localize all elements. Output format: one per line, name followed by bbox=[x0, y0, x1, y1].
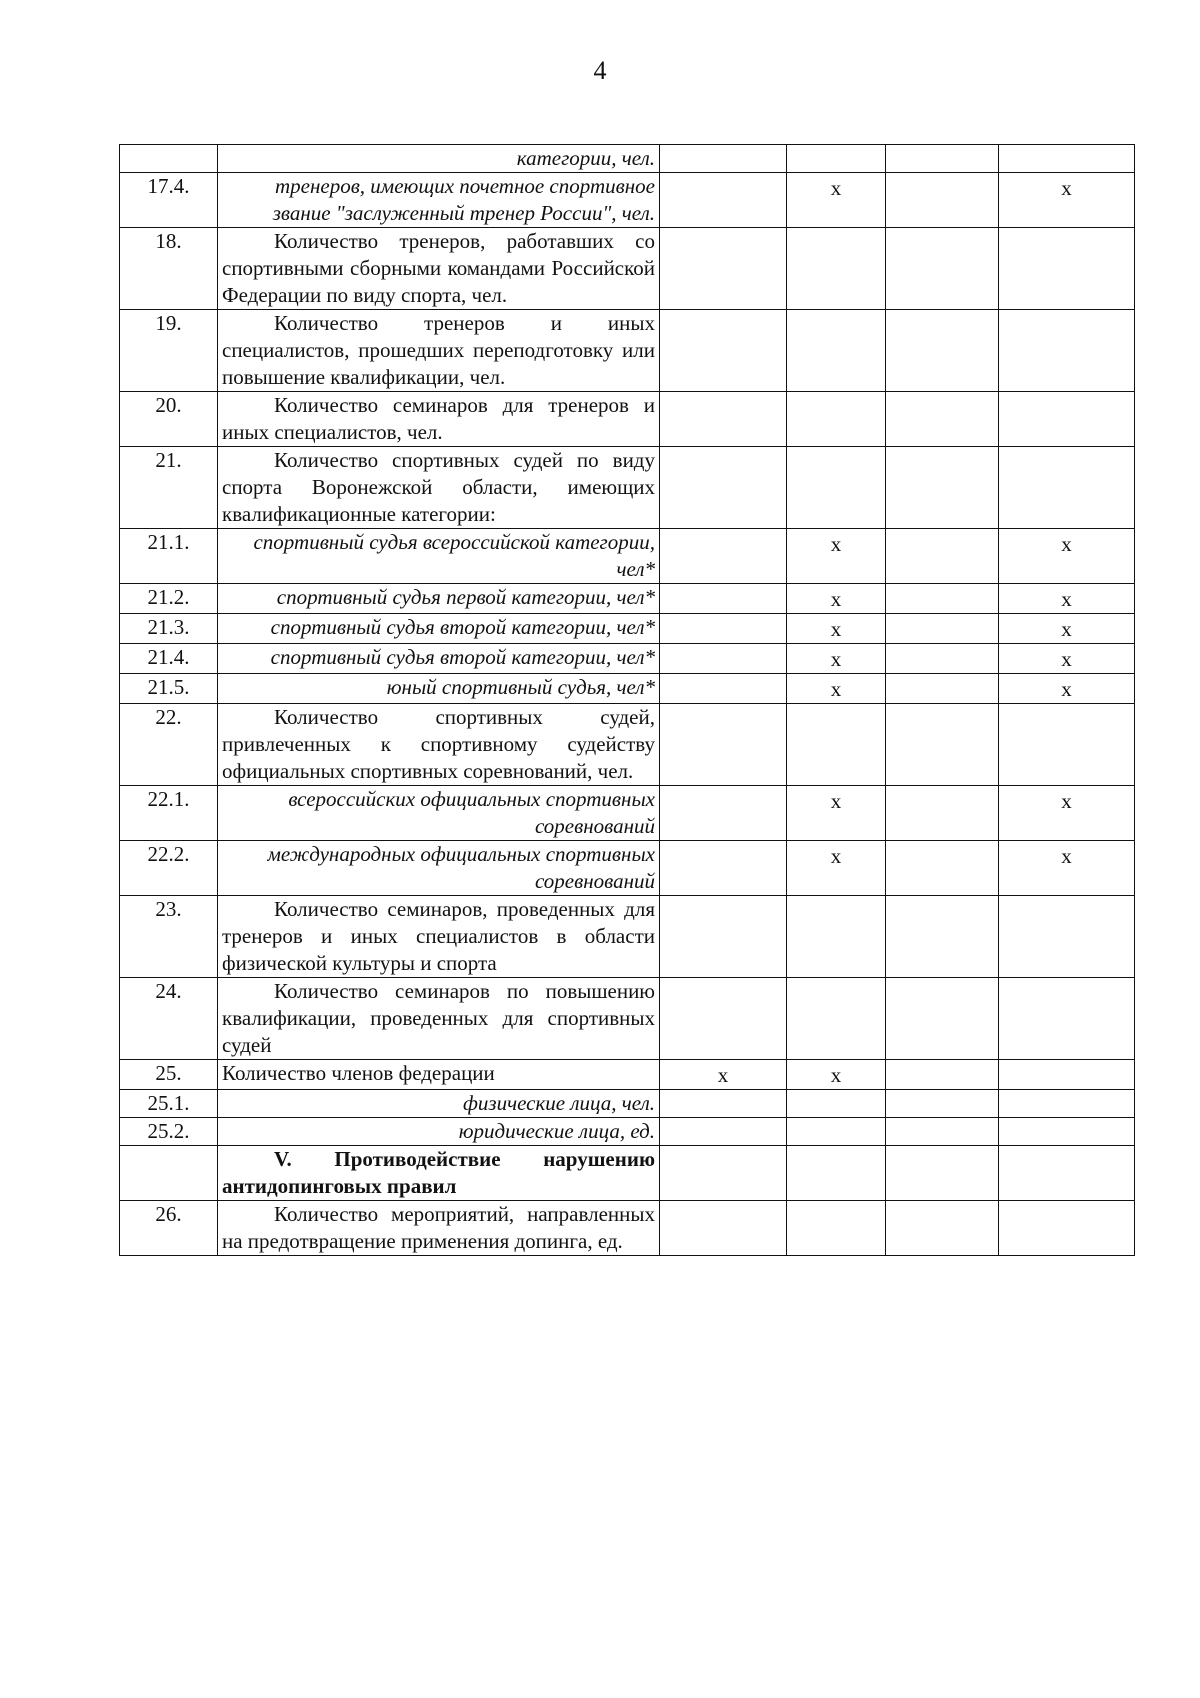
value-cell bbox=[660, 447, 787, 529]
value-cell bbox=[660, 704, 787, 786]
value-cell bbox=[999, 1146, 1135, 1201]
row-number: 24. bbox=[120, 978, 218, 1060]
value-cell bbox=[999, 841, 1135, 896]
value-cell bbox=[999, 529, 1135, 584]
row-description-text: V. Противодействие нарушению антидопинговых правил bbox=[222, 1147, 655, 1198]
value-mark: x bbox=[830, 844, 842, 868]
row-description-text: физические лица, чел. bbox=[462, 1091, 655, 1115]
value-cell bbox=[999, 1118, 1135, 1146]
value-cell bbox=[886, 310, 999, 392]
value-cell bbox=[999, 704, 1135, 786]
value-cell bbox=[886, 674, 999, 704]
value-cell bbox=[660, 173, 787, 228]
value-cell bbox=[999, 1090, 1135, 1118]
row-description bbox=[218, 529, 660, 584]
value-cell bbox=[886, 786, 999, 841]
report-table bbox=[119, 144, 1135, 1256]
value-cell bbox=[660, 584, 787, 614]
value-mark: x bbox=[1061, 532, 1072, 556]
value-cell bbox=[660, 841, 787, 896]
row-number: 26. bbox=[120, 1201, 218, 1256]
value-mark: x bbox=[830, 587, 842, 611]
row-description-text: Количество спортивных судей по виду спорта Воронежской области, имеющих квалификационные категории: bbox=[222, 448, 655, 526]
value-cell bbox=[787, 584, 886, 614]
value-cell bbox=[660, 529, 787, 584]
table-row bbox=[120, 310, 1135, 392]
value-mark: x bbox=[1061, 176, 1072, 200]
value-cell bbox=[660, 1118, 787, 1146]
row-description bbox=[218, 1060, 660, 1090]
value-cell bbox=[886, 1201, 999, 1256]
value-cell bbox=[660, 1060, 787, 1090]
value-cell bbox=[660, 674, 787, 704]
row-number: 25.1. bbox=[120, 1090, 218, 1118]
value-cell bbox=[886, 529, 999, 584]
page-number: 4 bbox=[593, 56, 607, 85]
value-cell bbox=[886, 447, 999, 529]
row-number: 25.2. bbox=[120, 1118, 218, 1146]
row-number: 21.3. bbox=[120, 614, 218, 644]
value-mark: x bbox=[830, 1063, 842, 1087]
row-description-text: всероссийских официальных спортивных соревнований bbox=[288, 787, 655, 838]
value-cell bbox=[999, 173, 1135, 228]
value-cell bbox=[999, 614, 1135, 644]
table-row bbox=[120, 704, 1135, 786]
row-number bbox=[120, 145, 218, 173]
value-cell bbox=[999, 145, 1135, 173]
table-row bbox=[120, 447, 1135, 529]
value-cell bbox=[999, 1201, 1135, 1256]
row-description bbox=[218, 1118, 660, 1146]
row-number: 25. bbox=[120, 1060, 218, 1090]
table-row bbox=[120, 392, 1135, 447]
value-mark: x bbox=[1061, 587, 1072, 611]
table-row bbox=[120, 1060, 1135, 1090]
value-mark: x bbox=[830, 789, 842, 813]
table-row bbox=[120, 584, 1135, 614]
row-description bbox=[218, 447, 660, 529]
value-cell bbox=[999, 447, 1135, 529]
value-cell bbox=[886, 392, 999, 447]
value-cell bbox=[787, 841, 886, 896]
row-description-text: тренеров, имеющих почетное спортивное звание "заслуженный тренер России", чел. bbox=[272, 174, 655, 225]
table-row bbox=[120, 228, 1135, 310]
row-number: 21. bbox=[120, 447, 218, 529]
value-mark: x bbox=[830, 532, 842, 556]
row-description-text: спортивный судья всероссийской категории, чел* bbox=[253, 530, 655, 581]
row-description bbox=[218, 896, 660, 978]
value-mark: x bbox=[1061, 677, 1072, 701]
value-cell bbox=[787, 310, 886, 392]
value-cell bbox=[787, 1090, 886, 1118]
row-description-text: Количество семинаров для тренеров и иных специалистов, чел. bbox=[222, 393, 655, 444]
value-cell bbox=[787, 1146, 886, 1201]
value-mark: x bbox=[830, 617, 842, 641]
table-row bbox=[120, 978, 1135, 1060]
value-mark: x bbox=[830, 647, 842, 671]
value-cell bbox=[999, 584, 1135, 614]
value-cell bbox=[886, 841, 999, 896]
value-cell bbox=[886, 1090, 999, 1118]
row-number: 20. bbox=[120, 392, 218, 447]
row-description bbox=[218, 584, 660, 614]
value-cell bbox=[787, 1060, 886, 1090]
row-description bbox=[218, 614, 660, 644]
value-cell bbox=[999, 674, 1135, 704]
value-cell bbox=[886, 1146, 999, 1201]
value-cell bbox=[886, 978, 999, 1060]
row-description bbox=[218, 674, 660, 704]
value-cell bbox=[787, 529, 886, 584]
row-number: 22.2. bbox=[120, 841, 218, 896]
value-cell bbox=[787, 173, 886, 228]
value-cell bbox=[886, 584, 999, 614]
row-description-text: юный спортивный судья, чел* bbox=[386, 675, 655, 699]
row-description-text: Количество тренеров, работавших со спортивными сборными командами Российской Федерации по виду спорта, чел. bbox=[222, 229, 655, 307]
row-description bbox=[218, 704, 660, 786]
row-description-text: спортивный судья второй категории, чел* bbox=[270, 645, 655, 669]
value-cell bbox=[886, 1118, 999, 1146]
row-description-text: Количество семинаров по повышению квалификации, проведенных для спортивных судей bbox=[222, 979, 655, 1057]
value-cell bbox=[660, 644, 787, 674]
table-row bbox=[120, 1118, 1135, 1146]
row-number: 21.5. bbox=[120, 674, 218, 704]
value-cell bbox=[660, 786, 787, 841]
row-description bbox=[218, 1146, 660, 1201]
row-number: 19. bbox=[120, 310, 218, 392]
value-cell bbox=[886, 173, 999, 228]
row-description-text: спортивный судья второй категории, чел* bbox=[270, 615, 655, 639]
table-row bbox=[120, 1201, 1135, 1256]
value-cell bbox=[886, 704, 999, 786]
table-row bbox=[120, 786, 1135, 841]
value-cell bbox=[787, 786, 886, 841]
table-row bbox=[120, 1146, 1135, 1201]
value-cell bbox=[660, 1201, 787, 1256]
value-cell bbox=[787, 674, 886, 704]
table-row bbox=[120, 614, 1135, 644]
value-cell bbox=[886, 896, 999, 978]
value-cell bbox=[660, 978, 787, 1060]
value-cell bbox=[999, 310, 1135, 392]
value-cell bbox=[787, 145, 886, 173]
row-description-text: спортивный судья первой категории, чел* bbox=[276, 585, 655, 609]
value-cell bbox=[787, 614, 886, 644]
row-description-text: юридические лица, ед. bbox=[458, 1119, 655, 1143]
value-cell bbox=[787, 447, 886, 529]
row-description bbox=[218, 173, 660, 228]
value-cell bbox=[886, 644, 999, 674]
value-cell bbox=[787, 704, 886, 786]
row-description bbox=[218, 978, 660, 1060]
value-cell bbox=[999, 392, 1135, 447]
value-cell bbox=[660, 1090, 787, 1118]
row-number: 23. bbox=[120, 896, 218, 978]
value-cell bbox=[999, 786, 1135, 841]
row-description-text: Количество семинаров, проведенных для тренеров и иных специалистов в области физической культуры и спорта bbox=[222, 897, 655, 975]
value-cell bbox=[886, 228, 999, 310]
row-description bbox=[218, 145, 660, 173]
value-cell bbox=[886, 1060, 999, 1090]
value-cell bbox=[787, 644, 886, 674]
value-cell bbox=[660, 228, 787, 310]
report-table-body bbox=[120, 145, 1135, 1256]
value-cell bbox=[660, 1146, 787, 1201]
row-number bbox=[120, 1146, 218, 1201]
table-row bbox=[120, 644, 1135, 674]
row-number: 22. bbox=[120, 704, 218, 786]
row-description bbox=[218, 392, 660, 447]
table-row bbox=[120, 841, 1135, 896]
table-row bbox=[120, 145, 1135, 173]
row-number: 21.1. bbox=[120, 529, 218, 584]
value-cell bbox=[660, 614, 787, 644]
row-description-text: Количество мероприятий, направленных на предотвращение применения допинга, ед. bbox=[222, 1202, 655, 1253]
row-description bbox=[218, 310, 660, 392]
row-number: 17.4. bbox=[120, 173, 218, 228]
table-row bbox=[120, 173, 1135, 228]
value-cell bbox=[787, 978, 886, 1060]
row-description bbox=[218, 841, 660, 896]
value-cell bbox=[999, 1060, 1135, 1090]
value-cell bbox=[787, 1201, 886, 1256]
value-cell bbox=[787, 392, 886, 447]
value-cell bbox=[660, 392, 787, 447]
row-description bbox=[218, 644, 660, 674]
value-cell bbox=[660, 896, 787, 978]
row-description bbox=[218, 786, 660, 841]
row-description-text: Количество спортивных судей, привлеченных к спортивному судейству официальных спортивных соревнований, чел. bbox=[222, 705, 655, 783]
value-cell bbox=[787, 1118, 886, 1146]
value-cell bbox=[999, 228, 1135, 310]
value-cell bbox=[660, 310, 787, 392]
value-mark: x bbox=[1061, 617, 1072, 641]
row-description bbox=[218, 1201, 660, 1256]
row-description-text: Количество членов федерации bbox=[222, 1061, 495, 1085]
value-cell bbox=[999, 978, 1135, 1060]
row-description-text: категории, чел. bbox=[516, 146, 655, 170]
table-row bbox=[120, 896, 1135, 978]
value-cell bbox=[999, 644, 1135, 674]
value-cell bbox=[787, 896, 886, 978]
value-cell bbox=[886, 614, 999, 644]
row-description bbox=[218, 228, 660, 310]
row-number: 18. bbox=[120, 228, 218, 310]
table-row bbox=[120, 529, 1135, 584]
table-row bbox=[120, 674, 1135, 704]
value-mark: x bbox=[830, 176, 842, 200]
row-number: 21.2. bbox=[120, 584, 218, 614]
row-description bbox=[218, 1090, 660, 1118]
value-cell bbox=[660, 145, 787, 173]
row-number: 21.4. bbox=[120, 644, 218, 674]
row-description-text: Количество тренеров и иных специалистов, прошедших переподготовку или повышение квалификации, чел. bbox=[222, 311, 655, 389]
value-cell bbox=[999, 896, 1135, 978]
value-mark: x bbox=[1061, 647, 1072, 671]
table-row bbox=[120, 1090, 1135, 1118]
value-mark: x bbox=[1061, 789, 1072, 813]
value-mark: x bbox=[717, 1063, 729, 1087]
value-cell bbox=[886, 145, 999, 173]
row-number: 22.1. bbox=[120, 786, 218, 841]
value-mark: x bbox=[830, 677, 842, 701]
row-description-text: международных официальных спортивных соревнований bbox=[267, 842, 655, 893]
value-mark: x bbox=[1061, 844, 1072, 868]
value-cell bbox=[787, 228, 886, 310]
